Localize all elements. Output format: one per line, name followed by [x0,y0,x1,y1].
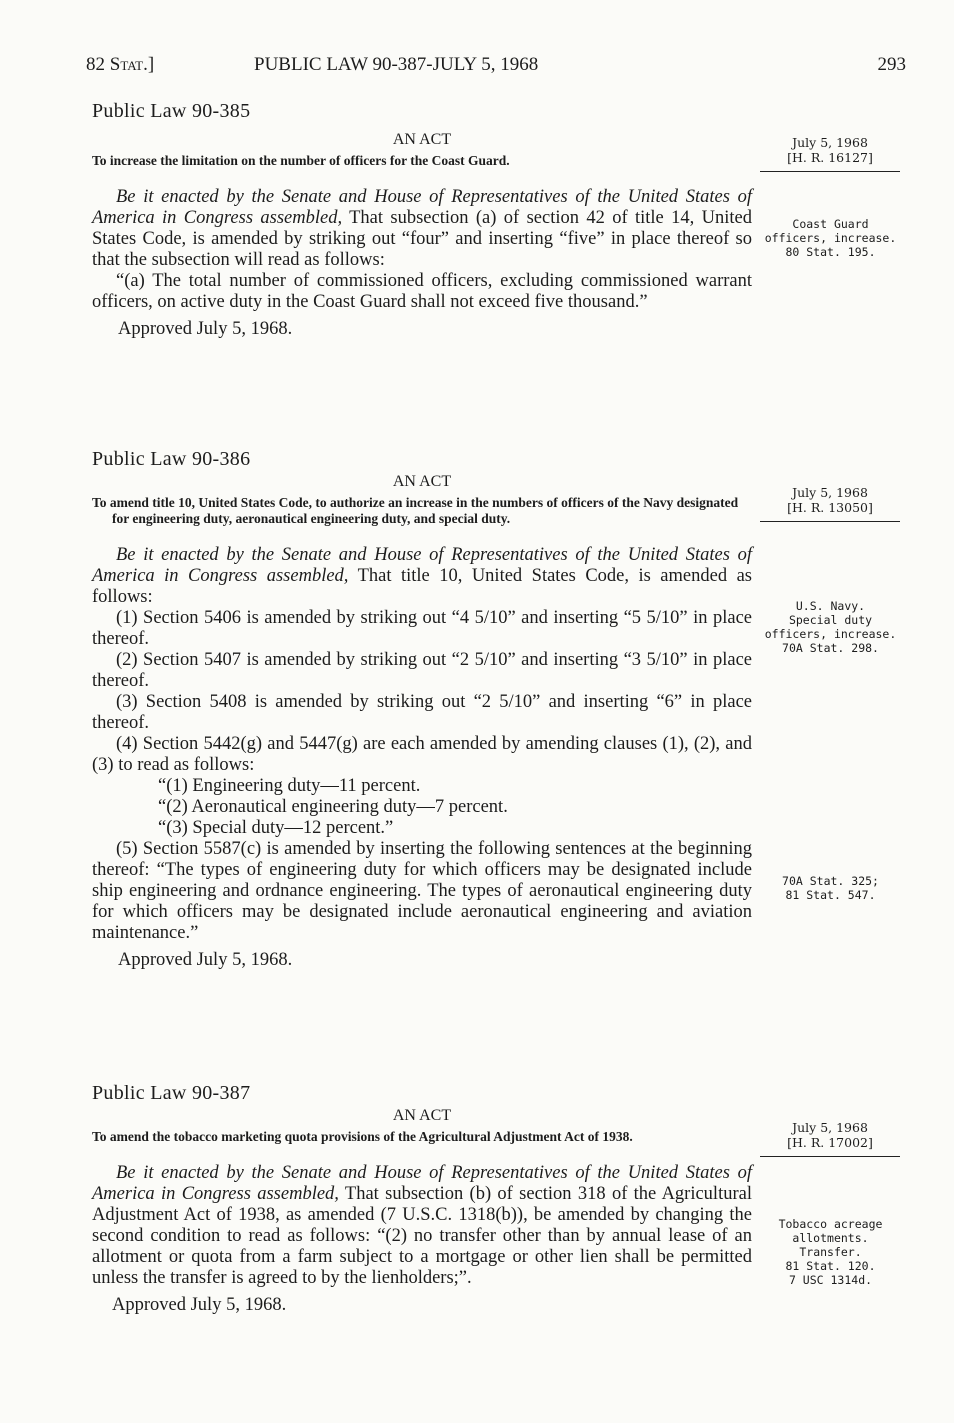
an-act-heading: AN ACT [392,131,452,148]
enacting-paragraph [92,545,752,608]
clause-3: “(3) Special duty—12 percent.” [158,818,394,838]
margin-date: July 5, 1968 [792,485,868,500]
margin-date: July 5, 1968 [792,135,868,150]
approval-line: Approved July 5, 1968. [118,950,293,970]
note-line: allotments. [792,1231,869,1245]
note-line: 81 Stat. 120. [785,1259,876,1273]
note-line: 70A Stat. 298. [782,641,879,655]
act-body [92,1163,752,1289]
enacting-text: That title 10, United States Code, is amended as follows: [92,566,752,607]
note-line: Coast Guard [792,217,869,231]
volume-reference: 82 Stat.] [86,54,155,75]
page-number: 293 [877,54,906,75]
margin-bill: [H. R. 16127] [787,150,873,165]
law-title: Public Law 90-386 [92,448,251,470]
amendment-5: (5) Section 5587(c) is amended by inserting the following sentences at the beginning thereof: “The types of engineering duty for which officers may be designated include ship engineering and ordnance engineering. The types of aeronautical engineering duty for which officers may be designated include aeronautical engineering and aviation maintenance.” [92,839,752,943]
note-line: Special duty [788,613,873,627]
note-line: 80 Stat. 195. [785,245,876,259]
note-line: 81 Stat. 547. [785,888,876,902]
quoted-subsection: “(a) The total number of commissioned officers, excluding commissioned warrant officers, on active duty in the Coast Guard shall not exceed five thousand.” [92,271,752,312]
act-body [92,187,752,313]
enacting-clause: Be it enacted by the Senate and House of Representatives of the United States of America in Congress assembled, [92,1163,752,1204]
margin-note [758,599,903,655]
margin-note [758,217,903,259]
an-act-heading: AN ACT [392,1107,452,1124]
enacting-paragraph [92,1163,752,1289]
running-title: PUBLIC LAW 90-387-JULY 5, 1968 [254,54,539,75]
enacting-text: That subsection (b) of section 318 of the Agricultural Adjustment Act of 1938, as amended (7 U.S.C. 1318(b)), be amended by changing the second condition to read as follows: “(2) no transfer other than by annual lease of an allotment or quota from a farm subject to a mortgage or other lien shall be permitted unless the transfer is agreed to by the lienholders;”. [92,1184,752,1288]
law-90-385 [92,100,752,340]
enacting-text: That subsection (a) of section 42 of title 14, United States Code, is amended by striking out “four” and inserting “five” in place thereof so that the subsection will read as follows: [92,208,752,270]
note-line: U.S. Navy. [795,599,866,613]
an-act-heading: AN ACT [392,473,452,490]
margin-bill: [H. R. 13050] [787,500,873,515]
margin-date: July 5, 1968 [792,1120,868,1135]
margin-note-secondary [758,874,903,902]
note-line: officers, increase. [764,231,897,245]
law-90-387 [92,1082,752,1316]
margin-note [758,1217,903,1287]
act-purpose: To amend the tobacco marketing quota provisions of the Agricultural Adjustment Act of 1938. [92,1129,633,1144]
note-line: Transfer. [799,1245,862,1259]
law-90-386 [92,448,752,971]
act-body [92,545,752,944]
clause-1: “(1) Engineering duty—11 percent. [158,776,421,796]
amendment-4: (4) Section 5442(g) and 5447(g) are each amended by amending clauses (1), (2), and (3) to read as follows: [92,734,752,775]
approval-line: Approved July 5, 1968. [118,319,293,339]
margin-bill: [H. R. 17002] [787,1135,873,1150]
note-line: officers, increase. [764,627,897,641]
margin-date-block [760,1120,900,1157]
amendment-2: (2) Section 5407 is amended by striking out “2 5/10” and inserting “3 5/10” in place thereof. [92,650,752,691]
note-line: Tobacco acreage [778,1217,883,1231]
enacting-paragraph [92,187,752,271]
act-purpose: To amend title 10, United States Code, to authorize an increase in the numbers of officers of the Navy designated for engineering duty, aeronautical engineering duty, and special duty. [92,495,739,526]
amendment-3: (3) Section 5408 is amended by striking out “2 5/10” and inserting “6” in place thereof. [92,692,752,733]
amendment-1: (1) Section 5406 is amended by striking out “4 5/10” and inserting “5 5/10” in place thereof. [92,608,752,649]
clause-2: “(2) Aeronautical engineering duty—7 percent. [158,797,508,817]
note-line: 7 USC 1314d. [788,1273,873,1287]
note-line: 70A Stat. 325; [782,874,879,888]
act-purpose: To increase the limitation on the number of officers for the Coast Guard. [92,153,510,168]
margin-date-block [760,485,900,522]
running-header [86,54,906,84]
enacting-clause: Be it enacted by the Senate and House of Representatives of the United States of America in Congress assembled, [92,187,752,228]
law-title: Public Law 90-387 [92,1082,251,1104]
enacting-clause: Be it enacted by the Senate and House of Representatives of the United States of America in Congress assembled, [92,545,752,586]
margin-date-block [760,135,900,172]
approval-line: Approved July 5, 1968. [112,1295,287,1315]
law-title: Public Law 90-385 [92,100,251,122]
